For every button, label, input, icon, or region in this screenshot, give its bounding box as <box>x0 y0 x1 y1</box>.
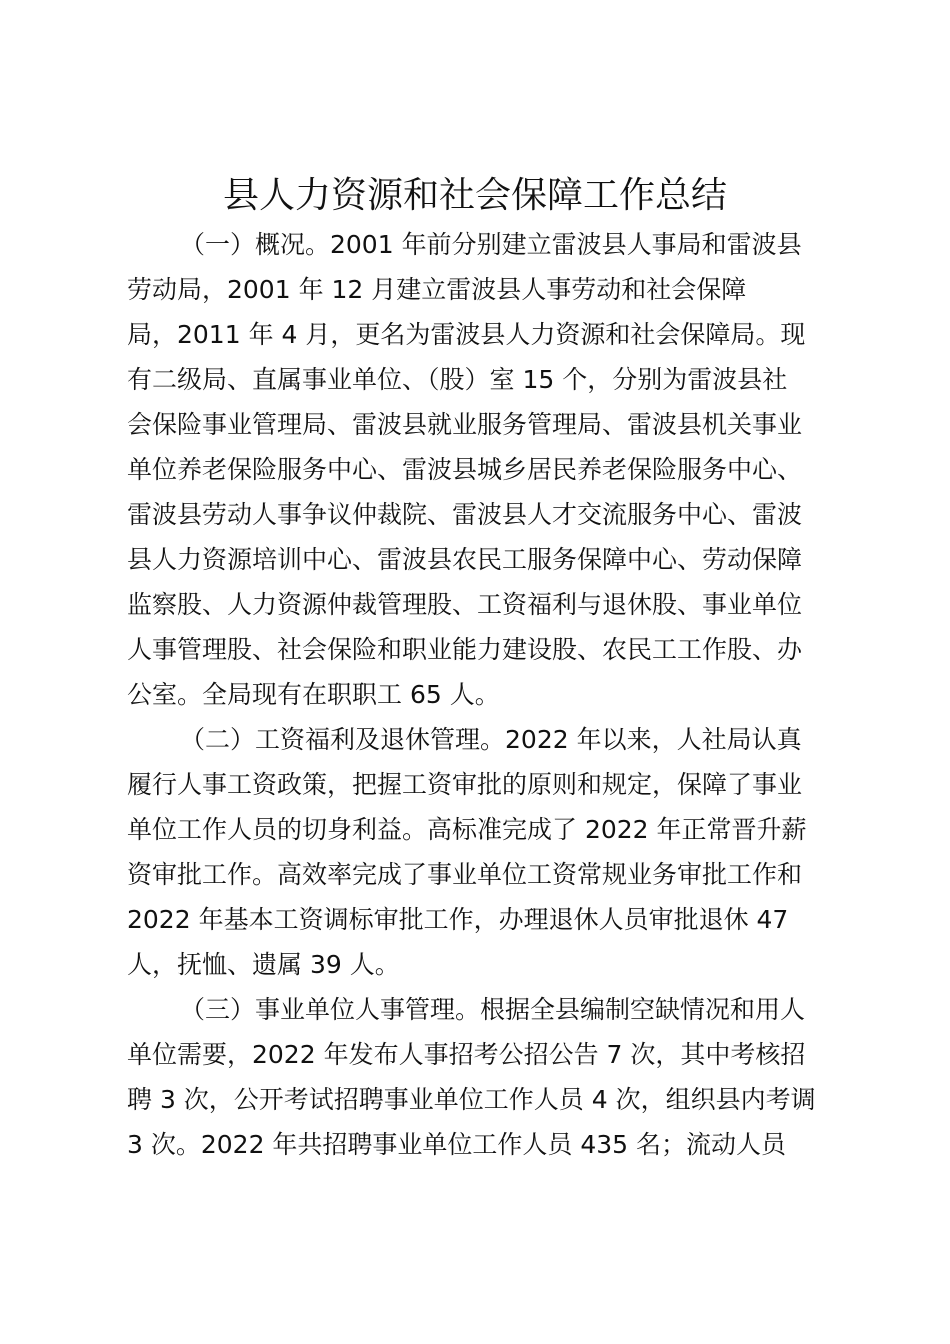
paragraph-line: （一）概况。2001 年前分别建立雷波县人事局和雷波县 <box>180 230 802 259</box>
paragraph-line: 聘 3 次，公开考试招聘事业单位工作人员 4 次，组织县内考调 <box>127 1085 816 1114</box>
paragraph-line: 有二级局、直属事业单位、（股）室 15 个，分别为雷波县社 <box>127 365 788 394</box>
paragraph-line: 县人力资源培训中心、雷波县农民工服务保障中心、劳动保障 <box>127 545 803 574</box>
paragraph-line: 人，抚恤、遗属 39 人。 <box>127 950 400 979</box>
paragraph-line: 单位需要，2022 年发布人事招考公招公告 7 次，其中考核招 <box>127 1040 806 1069</box>
paragraph-line: 局，2011 年 4 月，更名为雷波县人力资源和社会保障局。现 <box>127 320 806 349</box>
paragraph-line: 3 次。2022 年共招聘事业单位工作人员 435 名；流动人员 <box>127 1130 787 1159</box>
paragraph-line: 履行人事工资政策，把握工资审批的原则和规定，保障了事业 <box>127 770 803 799</box>
paragraph-line: 单位工作人员的切身利益。高标准完成了 2022 年正常晋升薪 <box>127 815 807 844</box>
paragraph-line: 单位养老保险服务中心、雷波县城乡居民养老保险服务中心、 <box>127 455 803 484</box>
paragraph-line: 公室。全局现有在职职工 65 人。 <box>127 680 500 709</box>
document-title: 县人力资源和社会保障工作总结 <box>222 175 727 216</box>
paragraph-line: （二）工资福利及退休管理。2022 年以来，人社局认真 <box>180 725 802 754</box>
paragraph-line: （三）事业单位人事管理。根据全县编制空缺情况和用人 <box>180 995 806 1024</box>
paragraph-line: 劳动局，2001 年 12 月建立雷波县人事劳动和社会保障 <box>127 275 747 304</box>
paragraph-line: 会保险事业管理局、雷波县就业服务管理局、雷波县机关事业 <box>127 410 803 439</box>
paragraph-line: 资审批工作。高效率完成了事业单位工资常规业务审批工作和 <box>127 860 803 889</box>
paragraph-line: 监察股、人力资源仲裁管理股、工资福利与退休股、事业单位 <box>127 590 803 619</box>
paragraph-line: 2022 年基本工资调标审批工作，办理退休人员审批退休 47 <box>127 905 789 934</box>
paragraph-line: 人事管理股、社会保险和职业能力建设股、农民工工作股、办 <box>127 635 803 664</box>
paragraph-line: 雷波县劳动人事争议仲裁院、雷波县人才交流服务中心、雷波 <box>127 500 803 529</box>
